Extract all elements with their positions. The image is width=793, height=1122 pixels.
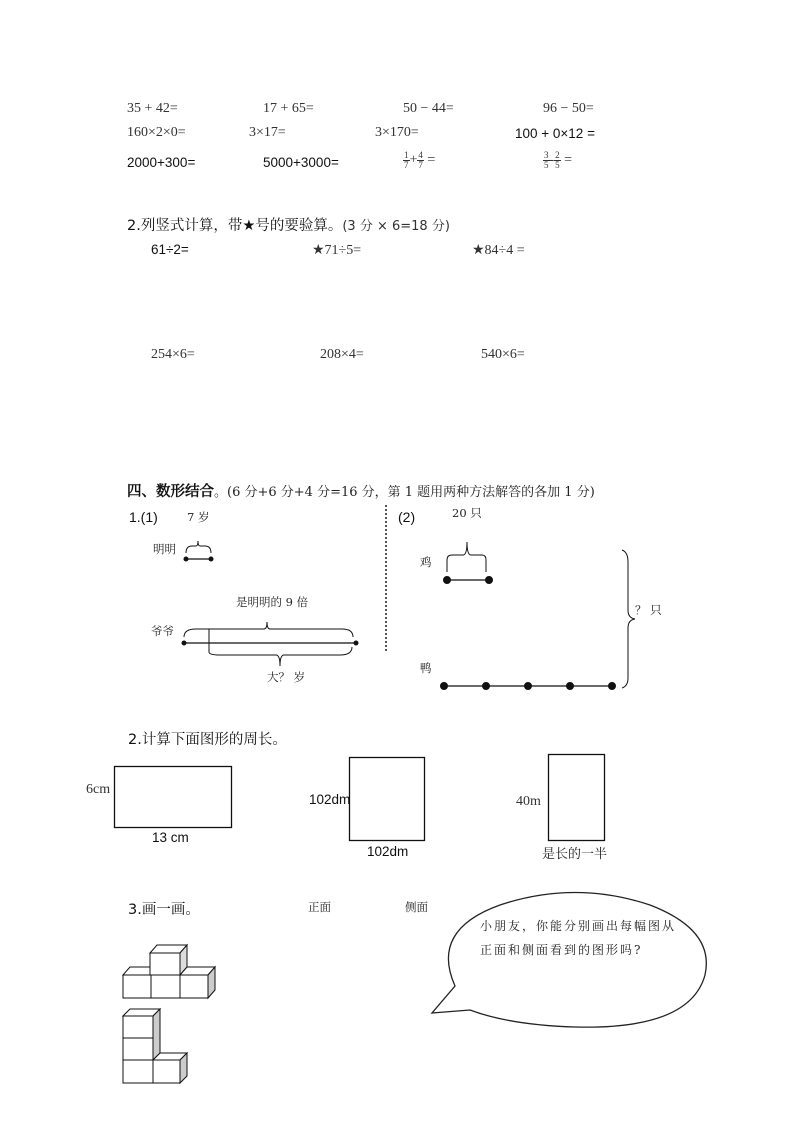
label-front-view: 正面 [308, 900, 331, 914]
yeye-segment [182, 622, 358, 666]
side-label: 102dm [309, 792, 351, 807]
calc-item: 3×17= [249, 125, 286, 140]
denominator: 7 [404, 160, 409, 170]
rectangle-shape [115, 767, 232, 828]
label-duck: 鸭 [420, 661, 432, 675]
value-label: 7 岁 [187, 510, 210, 524]
mingming-segment [184, 541, 213, 561]
question-title: 2.计算下面图形的周长。 [128, 732, 287, 748]
calc-item: 96 − 50= [543, 101, 594, 116]
denominator: 5 [555, 160, 560, 170]
square-shape [350, 758, 425, 841]
label-side-view: 侧面 [405, 900, 428, 914]
side-label: 40m [516, 794, 541, 809]
cube-figure-2 [123, 1009, 187, 1083]
bottom-label: 是长的一半 [542, 847, 608, 862]
denominator: 5 [544, 160, 549, 170]
title-text: 2.列竖式计算，带★号的要验算。 [127, 218, 343, 234]
denominator: 7 [418, 160, 423, 170]
equals: = [564, 152, 573, 168]
label-yeye: 爷爷 [151, 624, 174, 638]
calc-item: 61÷2= [151, 242, 189, 257]
calc-item: ★71÷5= [312, 243, 362, 258]
duck-segment [441, 683, 616, 690]
calc-item: 17 + 65= [263, 101, 314, 116]
question-label: (2) [398, 509, 416, 525]
label-mingming: 明明 [153, 542, 176, 556]
operator: + [409, 152, 418, 168]
title-bold: 四、数形结合 [127, 484, 214, 500]
numerator: 4 [418, 150, 423, 160]
rectangle-shape [549, 755, 605, 841]
value-label: 20 只 [452, 506, 482, 520]
numerator: 3 [544, 150, 549, 160]
question-label: 1.(1) [129, 509, 158, 525]
total-brace [622, 550, 635, 688]
bottom-label: 13 cm [152, 830, 189, 845]
calc-item: 5000+3000= [263, 155, 339, 170]
equals: = [427, 152, 436, 168]
side-label: 6cm [86, 782, 111, 797]
calc-item: 254×6= [151, 347, 195, 362]
calc-item: 100 + 0×12 = [515, 126, 595, 141]
calc-item: 3×170= [375, 125, 419, 140]
cube-figure-1 [123, 945, 215, 998]
calc-item: 2000+300= [127, 155, 196, 170]
speech-bubble-text: 小朋友，你能分别画出每幅图从正面和侧面看到的图形吗? [480, 919, 677, 957]
calc-item: 208×4= [320, 347, 364, 362]
calc-item: 160×2×0= [127, 125, 186, 140]
label-multiple: 是明明的 9 倍 [236, 595, 309, 609]
calc-item: ★84÷4 = [472, 243, 525, 258]
calc-item: 540×6= [481, 347, 525, 362]
chicken-segment [444, 542, 493, 584]
title-rest: 。(6 分+6 分+4 分=16 分，第 1 题用两种方法解答的各加 1 分) [214, 485, 595, 500]
calc-item: 35 + 42= [127, 101, 178, 116]
score-text: (3 分 × 6=18 分) [342, 219, 450, 234]
numerator: 2 [555, 150, 560, 160]
bottom-label: 102dm [367, 844, 409, 859]
calc-item: 50 − 44= [403, 101, 454, 116]
operator: - [549, 152, 555, 168]
label-question: 大？ 岁 [267, 670, 306, 684]
label-total-question: ？ 只 [635, 603, 662, 617]
numerator: 1 [404, 150, 409, 160]
label-chicken: 鸡 [420, 555, 432, 569]
question-title: 3.画一画。 [128, 902, 200, 918]
